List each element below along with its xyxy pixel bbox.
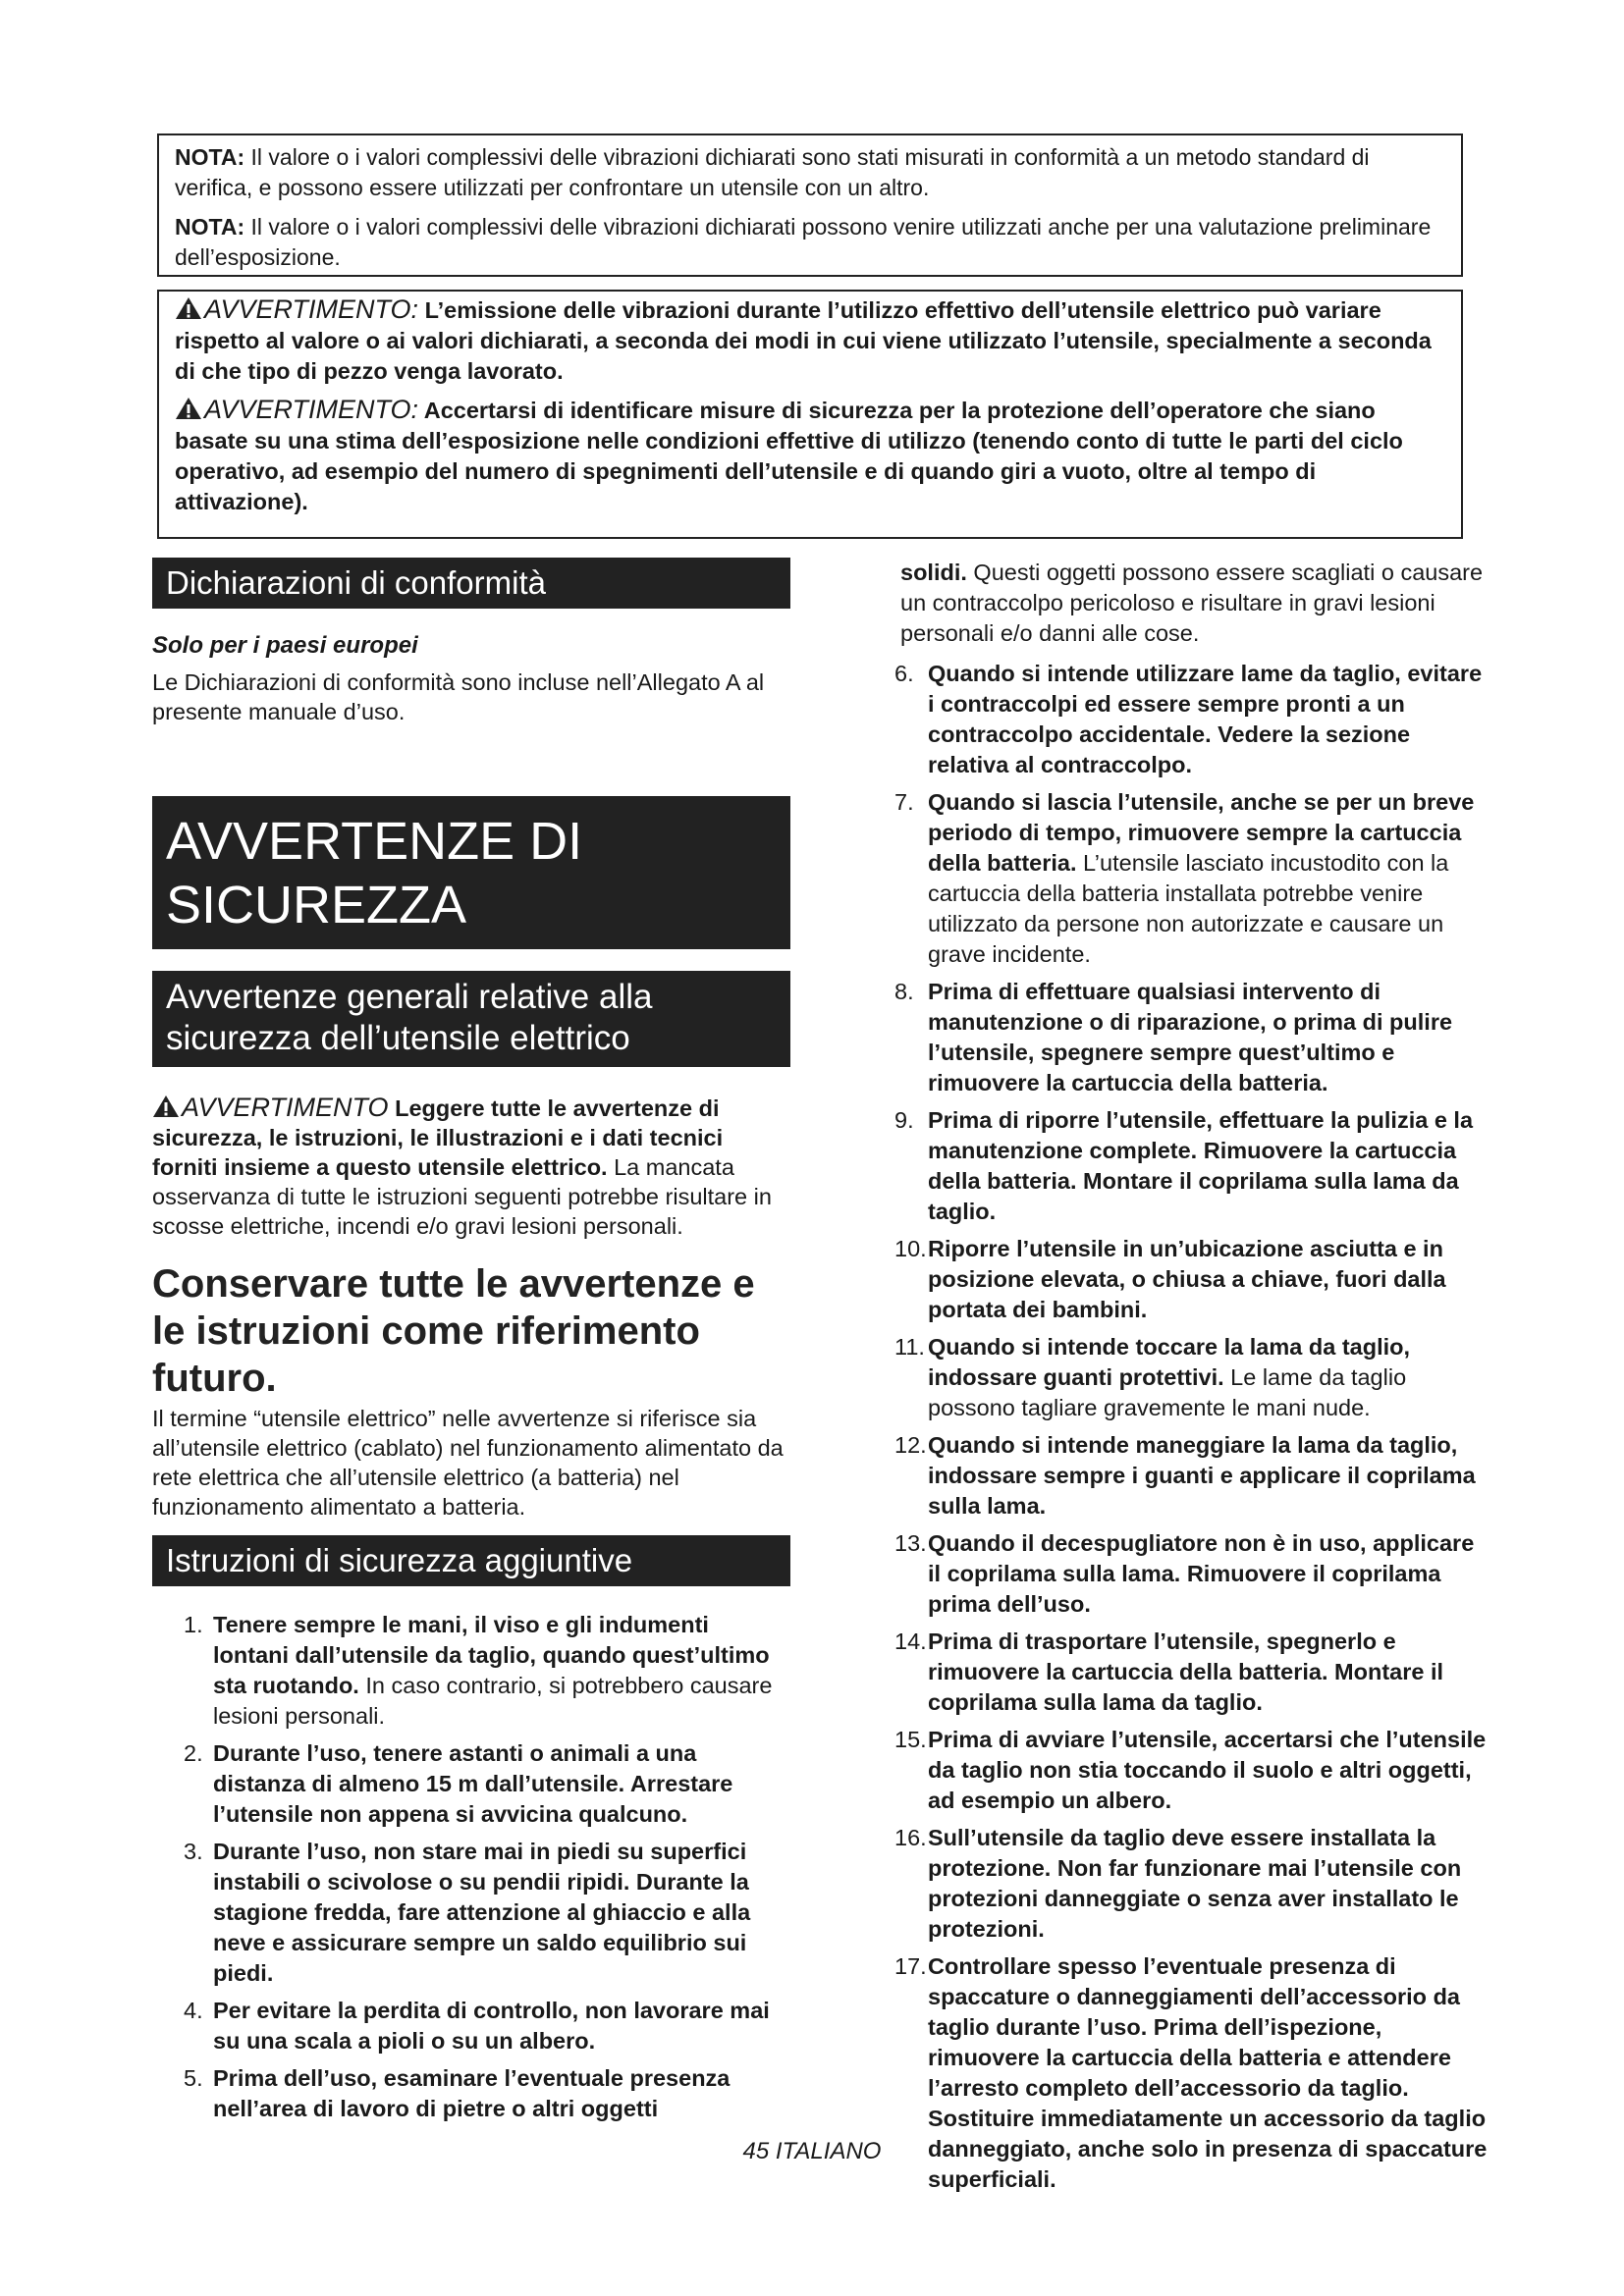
list-item-continuation: solidi. Questi oggetti possono essere scagliati o causare un contraccolpo pericoloso e risultare in gravi lesioni personali e/o danni alle cose. [900, 560, 1484, 646]
warning-1: AVVERTIMENTO: L’emissione delle vibrazioni durante l’utilizzo effettivo dell’utensile elettrico può variare rispetto al valore o ai valori dichiarati, a seconda dei modi in cui viene utilizzato l’utensile, specialmente a seconda di che tipo di pezzo venga lavorato. [175, 294, 1432, 384]
nota-2: NOTA: Il valore o i valori complessivi delle vibrazioni dichiarati possono venire utilizzati anche per una valutazione preliminare dell’esposizione. [175, 214, 1432, 270]
page-footer: 45 ITALIANO [742, 2138, 882, 2164]
term-definition: Il termine “utensile elettrico” nelle avvertenze si riferisce sia all’utensile elettrico (cablato) nel funzionamento alimentato da rete elettrica che all’utensile elettrico (a batteria) nel funzionamento alimentato a batteria. [152, 1406, 784, 1520]
additional-safety-heading: Istruzioni di sicurezza aggiuntive [152, 1535, 790, 1586]
left-column [152, 558, 790, 2131]
list-item: 11. Quando si intende toccare la lama da taglio, indossare guanti protettivi. Le lame da taglio possono tagliare gravemente le mani nude. [894, 1334, 1411, 1420]
safety-list-left [152, 1610, 790, 2124]
list-item: 8. Prima di effettuare qualsiasi intervento di manutenzione o di riparazione, o prima di pulire l’utensile, spegnere sempre quest’ultimo e rimuovere la cartuccia della batteria. [894, 979, 1453, 1095]
nota-1: NOTA: Il valore o i valori complessivi delle vibrazioni dichiarati sono stati misurati in conformità a un metodo standard di verifica, e possono essere utilizzati per confrontare un utensile con un altro. [175, 144, 1370, 200]
list-item: 12.Quando si intende maneggiare la lama da taglio, indossare sempre i guanti e applicare il coprilama sulla lama. [894, 1432, 1476, 1519]
list-item: 15.Prima di avviare l’utensile, accertarsi che l’utensile da taglio non stia toccando il suolo e altri oggetti, ad esempio un albero. [894, 1727, 1487, 1813]
warning-box [157, 290, 1463, 539]
nota-box [157, 133, 1463, 277]
list-item: 13.Quando il decespugliatore non è in uso, applicare il coprilama sulla lama. Rimuovere il coprilama prima dell’uso. [894, 1530, 1475, 1617]
list-item: 14.Prima di trasportare l’utensile, spegnerlo e rimuovere la cartuccia della batteria. Montare il coprilama sulla lama da taglio. [894, 1629, 1444, 1715]
list-item: 16.Sull’utensile da taglio deve essere installata la protezione. Non far funzionare mai l’utensile con protezioni danneggiate o senza aver installato le protezioni. [894, 1825, 1462, 1942]
list-item: 3. Durante l’uso, non stare mai in piedi su superfici instabili o scivolose o su pendii ripidi. Durante la stagione fredda, fare attenzione al ghiaccio e alla neve e assicurare sempre un saldo equilibrio sui piedi. [184, 1839, 751, 1986]
list-item: 1. Tenere sempre le mani, il viso e gli indumenti lontani dall’utensile da taglio, quando quest’ultimo sta ruotando. In caso contrario, si potrebbero causare lesioni personali. [184, 1612, 773, 1729]
list-item: 9. Prima di riporre l’utensile, effettuare la pulizia e la manutenzione complete. Rimuovere la cartuccia della batteria. Montare il coprilama sulla lama da taglio. [894, 1107, 1474, 1224]
list-item: 10.Riporre l’utensile in un’ubicazione asciutta e in posizione elevata, o chiusa a chiave, fuori dalla portata dei bambini. [894, 1236, 1446, 1322]
list-item: 5. Prima dell’uso, esaminare l’eventuale presenza nell’area di lavoro di pietre o altri oggetti [184, 2065, 731, 2121]
right-column [839, 558, 1488, 2202]
warning-triangle-icon [175, 296, 202, 320]
list-item: 7. Quando si lascia l’utensile, anche se per un breve periodo di tempo, rimuovere sempre la cartuccia della batteria. L’utensile lasciato incustodito con la cartuccia della batteria installata potrebbe venire utilizzato da persone non autorizzate e causare un grave incidente. [894, 789, 1475, 967]
safety-list-right [839, 659, 1488, 2195]
conformity-subheading: Solo per i paesi europei [152, 632, 418, 659]
warning-triangle-icon [175, 397, 202, 420]
list-item: 17.Controllare spesso l’eventuale presenza di spaccature o danneggiamenti dell’accessorio da taglio durante l’uso. Prima dell’ispezione, rimuovere la cartuccia della batteria e attendere l’arresto completo dell’accessorio da taglio. Sostituire immediatamente un accessorio da taglio danneggiato, anche solo in presenza di spaccature superficiali. [894, 1953, 1488, 2192]
conformity-heading: Dichiarazioni di conformità [152, 558, 790, 609]
warning-2: AVVERTIMENTO: Accertarsi di identificare misure di sicurezza per la protezione dell’operatore che siano basate su una stima dell’esposizione nelle condizioni effettive di utilizzo (tenendo conto di tutte le parti del ciclo operativo, ad esempio del numero di spegnimenti dell’utensile e di quando giri a vuoto, oltre al tempo di attivazione). [175, 395, 1403, 514]
keep-instructions-heading: Conservare tutte le avvertenze e le istruzioni come riferimento futuro. [152, 1262, 755, 1400]
general-warning: AVVERTIMENTO Leggere tutte le avvertenze di sicurezza, le istruzioni, le illustrazioni e i dati tecnici forniti insieme a questo utensile elettrico. La mancata osservanza di tutte le istruzioni seguenti potrebbe risultare in scosse elettriche, incendi e/o gravi lesioni personali. [152, 1093, 772, 1239]
list-item: 6. Quando si intende utilizzare lame da taglio, evitare i contraccolpi ed essere sempre pronti a un contraccolpo accidentale. Vedere la sezione relativa al contraccolpo. [894, 661, 1483, 777]
list-item: 4. Per evitare la perdita di controllo, non lavorare mai su una scala a pioli o su un albero. [184, 1998, 770, 2054]
conformity-text: Le Dichiarazioni di conformità sono incluse nell’Allegato A al presente manuale d’uso. [152, 669, 765, 724]
general-safety-heading: Avvertenze generali relative alla sicurezza dell’utensile elettrico [152, 971, 790, 1067]
list-item: 2. Durante l’uso, tenere astanti o animali a una distanza di almeno 15 m dall’utensile. Arrestare l’utensile non appena si avvicina qualcuno. [184, 1740, 733, 1827]
safety-heading: AVVERTENZE DI SICUREZZA [152, 796, 790, 949]
warning-triangle-icon [152, 1095, 180, 1118]
